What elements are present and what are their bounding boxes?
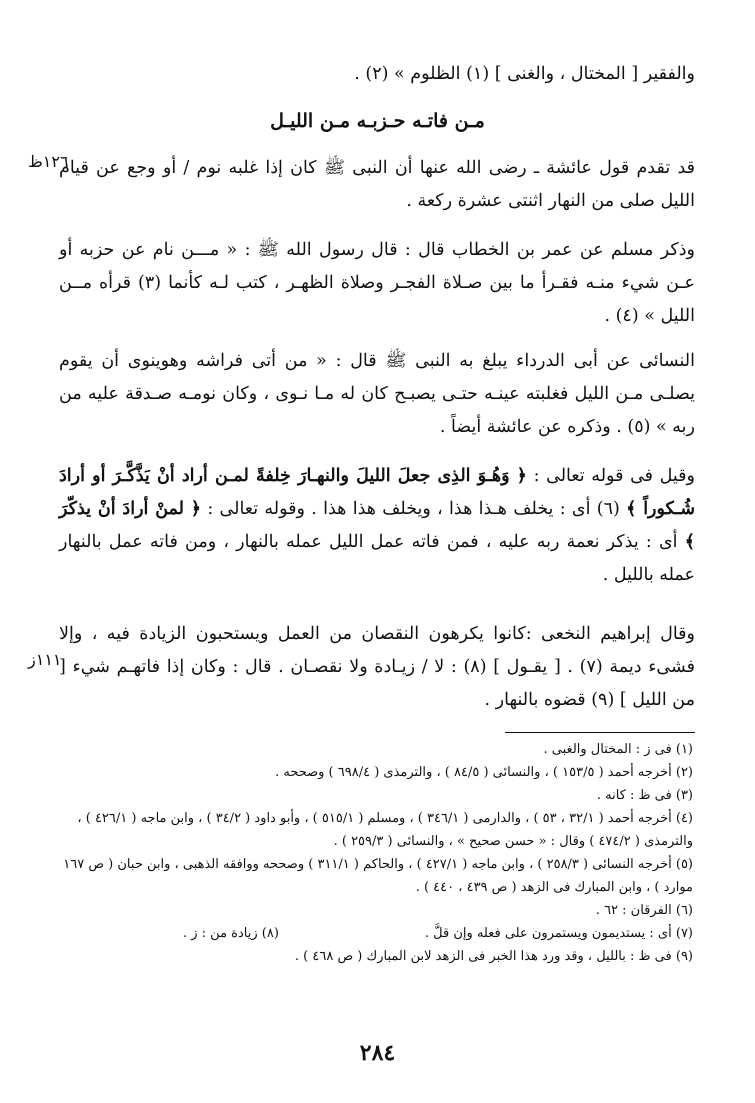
paragraph-5 xyxy=(59,618,695,717)
margin-note-zay-111: ١١١ز xyxy=(28,650,62,669)
footnote-6: (٦) الفرقان : ٦٢ . xyxy=(595,903,693,918)
quran-quote-2: ﴿ لمنْ أرادَ أنْ يذكّرَ ﴾ xyxy=(59,499,695,552)
paragraph-5-text: وقال إبراهيم النخعى :كانوا يكرهون النقصان من العمل ويستحبون الزيادة فيه ، وإلا فشىء ديمة (٧) . [ يقـول ] (٨) : لا / زيـادة ولا نقصـان . قال : وكان إذا فاتهـم شيء [ من الليل ] (٩) قضوه بالنهار . xyxy=(59,624,695,710)
paragraph-2 xyxy=(59,234,695,333)
footnote-row-7-8 xyxy=(63,922,693,945)
footnote-1: (١) فى ز : المختال والغبى . xyxy=(543,742,693,757)
paragraph-4-middle: (٦) أى : يخلف هـذا هذا ، ويخلف هذا هذا . وقوله تعالى : xyxy=(201,499,627,519)
paragraph-3-text: النسائى عن أبى الدرداء يبلغ به النبى ﷺ قال : « من أتى فراشه وهوينوى أن يقوم يصلـى مـن الليل فغلبته عينـه حتـى يصبـح كان له مـا نـوى ، وكان نومـه صـدقة عليه من ربه » (٥) . وذكره عن عائشة أيضاً . xyxy=(59,351,695,437)
page-number: ٢٨٤ xyxy=(359,1040,396,1066)
paragraph-4 xyxy=(59,460,695,592)
footnote-3: (٣) فى ظ : كانه . xyxy=(596,788,693,803)
paragraph-4-end: أى : يذكر نعمة ربه عليه ، فمن فاته عمل الليل عمله بالنهار ، ومن فاته عمل بالنهار عمله بالليل . xyxy=(59,532,695,585)
paragraph-4-intro: وقيل فى قوله تعالى : xyxy=(526,466,695,486)
footnote-2: (٢) أخرجه أحمد ( ١٥٣/٥ ) ، والنسائى ( ٨٤/٥ ) ، والترمذى ( ٦٩٨/٤ ) وصححه . xyxy=(275,765,693,780)
paragraph-2-text: وذكر مسلم عن عمر بن الخطاب قال : قال رسول الله ﷺ : « مـــن نام عن حزبه أو عـن شيء منـه فقـرأ ما بين صـلاة الفجـر وصلاة الظهـر ، كتب لـه كأنما (٣) قرأه مــن الليل » (٤) . xyxy=(59,240,695,326)
footnote-7: (٧) أى : يستديمون ويستمرون على فعله وإن قلَّ . xyxy=(424,926,693,941)
top-line: والفقير [ المختال ، والغنى ] (١) الظلوم » (٢) . xyxy=(354,64,695,84)
paragraph-1-text: قد تقدم قول عائشة ـ رضى الله عنها أن النبى ﷺ كان إذا غلبه نوم / أو وجع عن قيام الليل صلى من النهار اثنتى عشرة ركعة . xyxy=(59,158,695,211)
paragraph-4-text xyxy=(59,460,695,592)
footnote-8: (٨) زيادة من : ز . xyxy=(183,926,279,941)
footnote-9: (٩) فى ظ : بالليل ، وقد ورد هذا الخبر فى الزهد لابن المبارك ( ص ٤٦٨ ) . xyxy=(294,949,693,964)
top-line-block xyxy=(59,58,695,91)
section-heading: مـن فاتـه حـزبـه مـن الليـل xyxy=(270,110,485,132)
quran-quote-1: ﴿ وَهُـوَ الذِى جعلَ الليلَ والنهـارَ خِلفةً لمـن أراد أنْ يَذَّكَّـرَ أو أرادَ شُـكوراً ﴾ xyxy=(59,466,695,519)
footnote-divider xyxy=(505,732,695,733)
margin-note-zah-126: ١٢٦ظ xyxy=(28,152,69,171)
footnote-5: (٥) أخرجه النسائى ( ٢٥٨/٣ ) ، وابن ماجه ( ٤٢٧/١ ) ، والحاكم ( ٣١١/١ ) وصححه ووافقه الذهبى ، وابن حبان ( ص ١٦٧ موارد ) ، وابن المبارك فى الزهد ( ص ٤٣٩ ، ٤٤٠ ) . xyxy=(63,857,693,895)
paragraph-3 xyxy=(59,345,695,444)
footnotes xyxy=(63,738,693,968)
footnote-4: (٤) أخرجه أحمد ( ٣٢/١ ، ٥٣ ) ، والدارمى ( ٣٤٦/١ ) ، ومسلم ( ٥١٥/١ ) ، وأبو داود ( ٣٤/٢ ) ، وابن ماجه ( ٤٢٦/١ ) ، والترمذى ( ٤٧٤/٢ ) وقال : « حسن صحيح » ، والنسائى ( ٢٥٩/٣ ) . xyxy=(77,811,693,849)
paragraph-1 xyxy=(59,152,695,218)
